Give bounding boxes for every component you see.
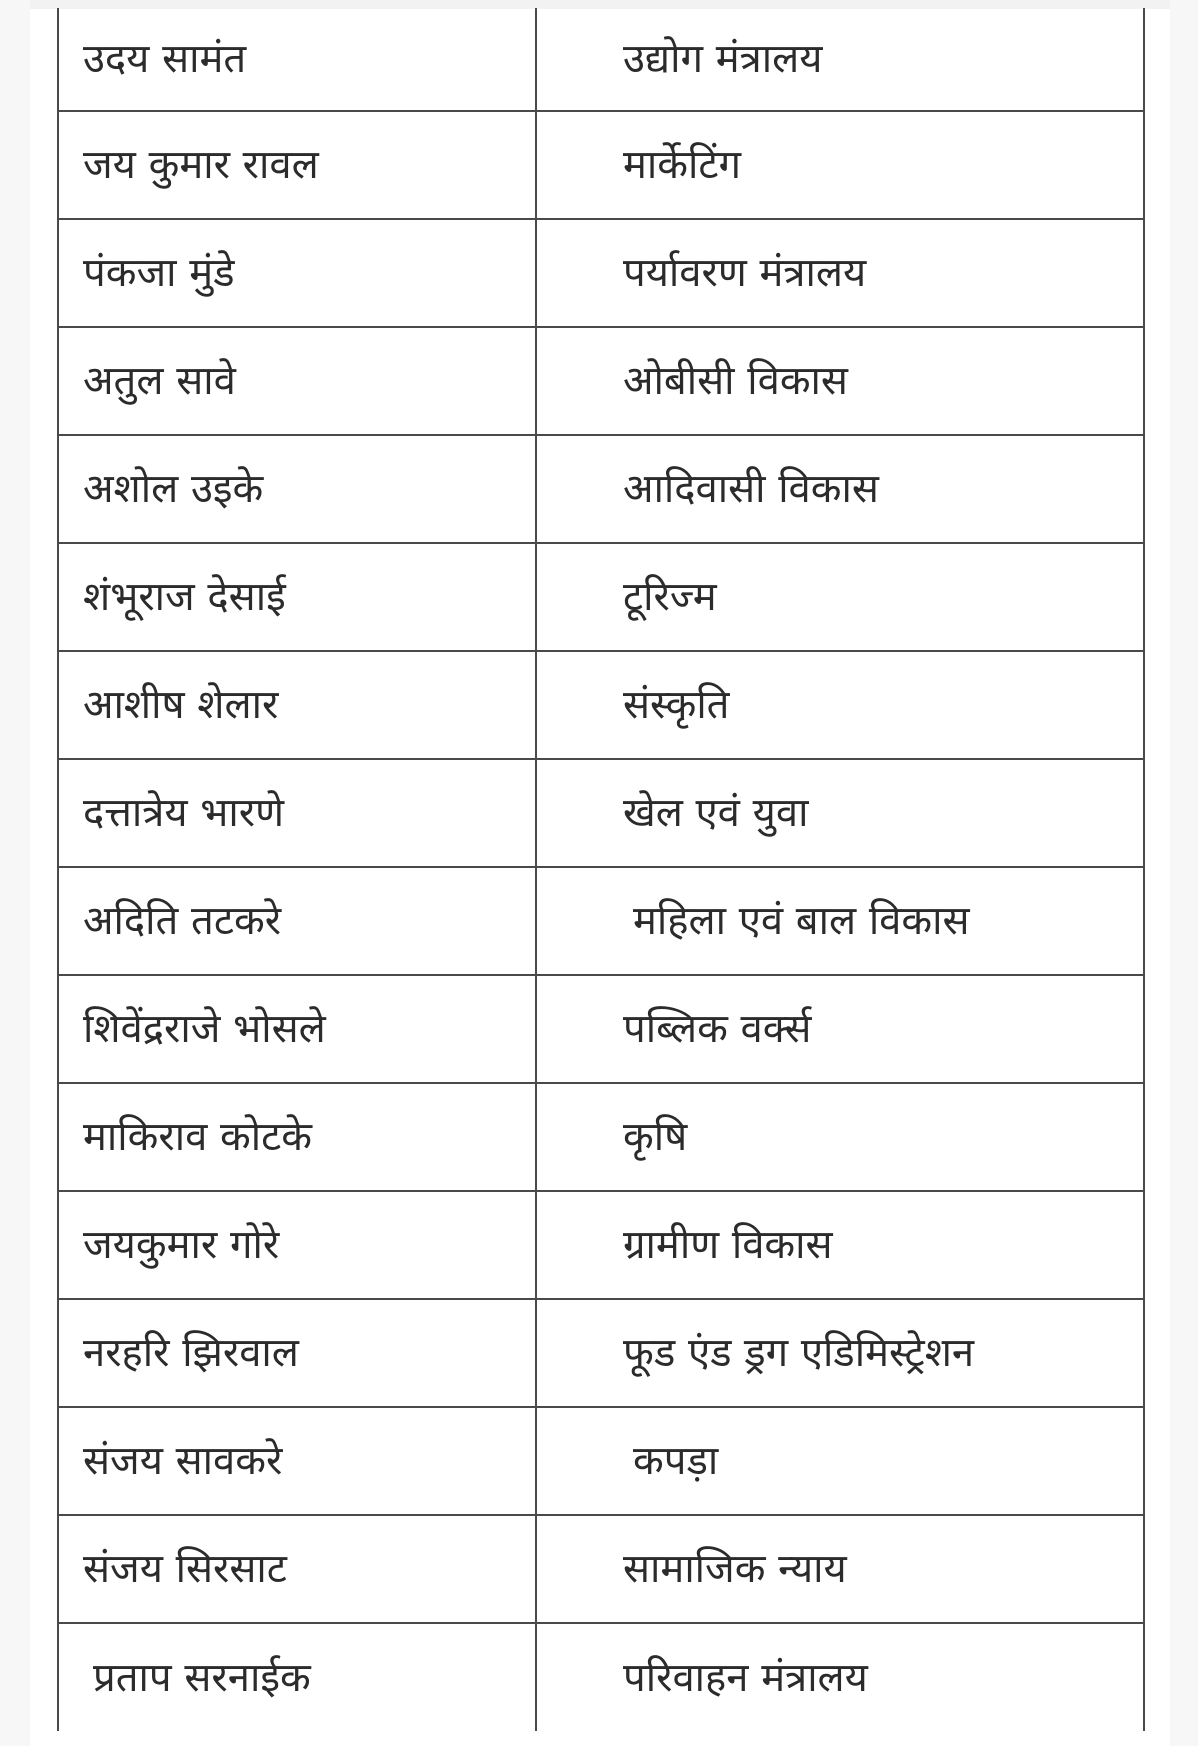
table-body [58, 8, 1144, 1731]
table-row [58, 1623, 1144, 1731]
table-row [58, 1407, 1144, 1515]
table-row [58, 867, 1144, 975]
left-margin [0, 0, 30, 1746]
minister-name-cell: अदिति तटकरे [58, 867, 536, 975]
minister-name-cell: जयकुमार गोरे [58, 1191, 536, 1299]
table-row [58, 327, 1144, 435]
minister-name-cell: पंकजा मुंडे [58, 219, 536, 327]
minister-name-cell: अशोल उइके [58, 435, 536, 543]
minister-name-cell: संजय सावकरे [58, 1407, 536, 1515]
portfolio-cell: संस्कृति [536, 651, 1144, 759]
minister-name-cell: प्रताप सरनाईक [58, 1623, 536, 1731]
table-row [58, 111, 1144, 219]
portfolio-cell: पर्यावरण मंत्रालय [536, 219, 1144, 327]
table-row [58, 975, 1144, 1083]
table-row [58, 543, 1144, 651]
table-row [58, 1083, 1144, 1191]
minister-name-cell: संजय सिरसाट [58, 1515, 536, 1623]
table-row [58, 651, 1144, 759]
portfolio-cell: परिवाहन मंत्रालय [536, 1623, 1144, 1731]
minister-portfolio-table [57, 8, 1145, 1731]
minister-name-cell: माकिराव कोटके [58, 1083, 536, 1191]
minister-name-cell: शंभूराज देसाई [58, 543, 536, 651]
portfolio-cell: खेल एवं युवा [536, 759, 1144, 867]
minister-name-cell: उदय सामंत [58, 8, 536, 111]
portfolio-cell: सामाजिक न्याय [536, 1515, 1144, 1623]
portfolio-cell: उद्योग मंत्रालय [536, 8, 1144, 111]
table-row [58, 1299, 1144, 1407]
minister-name-cell: शिवेंद्रराजे भोसले [58, 975, 536, 1083]
right-margin [1170, 0, 1198, 1746]
portfolio-cell: आदिवासी विकास [536, 435, 1144, 543]
minister-name-cell: दत्तात्रेय भारणे [58, 759, 536, 867]
table-row [58, 435, 1144, 543]
table-row [58, 1191, 1144, 1299]
minister-name-cell: नरहरि झिरवाल [58, 1299, 536, 1407]
portfolio-cell: पब्लिक वर्क्स [536, 975, 1144, 1083]
table-row [58, 219, 1144, 327]
portfolio-cell: ग्रामीण विकास [536, 1191, 1144, 1299]
portfolio-cell: मार्केटिंग [536, 111, 1144, 219]
portfolio-cell: टूरिज्म [536, 543, 1144, 651]
minister-name-cell: आशीष शेलार [58, 651, 536, 759]
table-row [58, 8, 1144, 111]
portfolio-cell: महिला एवं बाल विकास [536, 867, 1144, 975]
minister-name-cell: जय कुमार रावल [58, 111, 536, 219]
portfolio-cell: कपड़ा [536, 1407, 1144, 1515]
portfolio-cell: फूड एंड ड्रग एडिमिस्ट्रेशन [536, 1299, 1144, 1407]
portfolio-cell: कृषि [536, 1083, 1144, 1191]
table-row [58, 1515, 1144, 1623]
table-row [58, 759, 1144, 867]
minister-name-cell: अतुल सावे [58, 327, 536, 435]
portfolio-cell: ओबीसी विकास [536, 327, 1144, 435]
